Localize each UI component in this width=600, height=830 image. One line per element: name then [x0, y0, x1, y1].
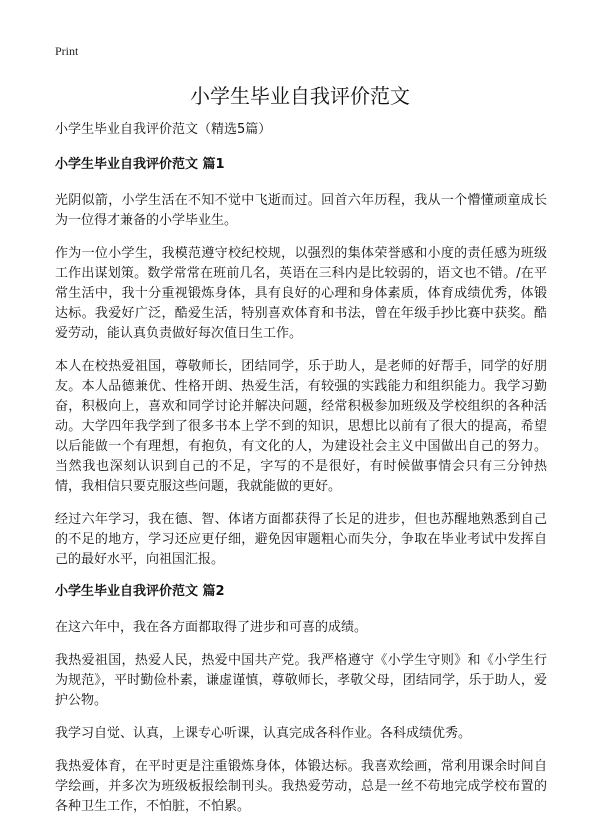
paragraph: 我热爱祖国，热爱人民，热爱中国共产党。我严格遵守《小学生守则》和《小学生行为规范》，平时勤俭朴素，谦虚谨慎，尊敬师长，孝敬父母，团结同学，乐于助人，爱护公物。: [55, 653, 547, 708]
paragraph: 本人在校热爱祖国，尊敬师长，团结同学，乐于助人，是老师的好帮手，同学的好朋友。本人品德兼优、性格开朗、热爱生活，有较强的实践能力和组织能力。我学习勤奋，积极向上，喜欢和同学讨论并解决问题，经常积极参加班级及学校组织的各种活动。大学四年我学到了很多书本上学不到的知识，思想比以前有了很大的提高，希望以后能做一个有理想，有抱负，有文化的人，为建设社会主义中国做出自己的努力。当然我也深刻认识到自己的不足，字写的不是很好，有时候做事情会只有三分钟热情，我相信只要克服这些问题，我就能做的更好。: [55, 359, 547, 494]
section-1: [55, 156, 547, 570]
document-content: [55, 121, 547, 830]
paragraph: 我学习自觉、认真，上课专心听课，认真完成各科作业。各科成绩优秀。: [55, 726, 472, 741]
paragraph: 经过六年学习，我在德、智、体诸方面都获得了长足的进步，但也苏醒地熟悉到自己的不足的地方，学习还应更仔细，避免因审题粗心而失分，争取在毕业考试中发挥自己的最好水平，向祖国汇报。: [55, 512, 547, 567]
document-subtitle: 小学生毕业自我评价范文（精选5篇）: [55, 122, 272, 137]
paragraph: 在这六年中，我在各方面都取得了进步和可喜的成绩。: [55, 620, 368, 635]
paragraph: 光阴似箭，小学生活在不知不觉中飞逝而过。回首六年历程，我从一个懵懂顽童成长为一位得才兼备的小学毕业生。: [55, 193, 547, 228]
paragraph: 作为一位小学生，我模范遵守校纪校规，以强烈的集体荣誉感和小度的责任感为班级工作出谋划策。数学常常在班前几名，英语在三科内是比较弱的，语文也不错。/在平常生活中，我十分重视锻炼身体，具有良好的心理和身体素质，体育成绩优秀，体锻达标。我爱好广泛，酷爱生活，特别喜欢体育和书法，曾在年级手抄比赛中获奖。酷爱劳动，能认真负责做好每次值日生工作。: [55, 246, 547, 341]
paragraph: 我热爱体育，在平时更是注重锻炼身体，体锻达标。我喜欢绘画，常利用课余时间自学绘画，并多次为班级板报绘制刊头。我热爱劳动，总是一丝不苟地完成学校布置的各种卫生工作，不怕脏，不怕累。: [55, 759, 547, 814]
section-heading: 小学生毕业自我评价范文 篇1: [55, 157, 225, 172]
print-label: Print: [55, 44, 79, 58]
document-title: 小学生毕业自我评价范文: [190, 84, 410, 108]
section-heading: 小学生毕业自我评价范文 篇2: [55, 584, 225, 599]
section-2: [55, 583, 547, 817]
